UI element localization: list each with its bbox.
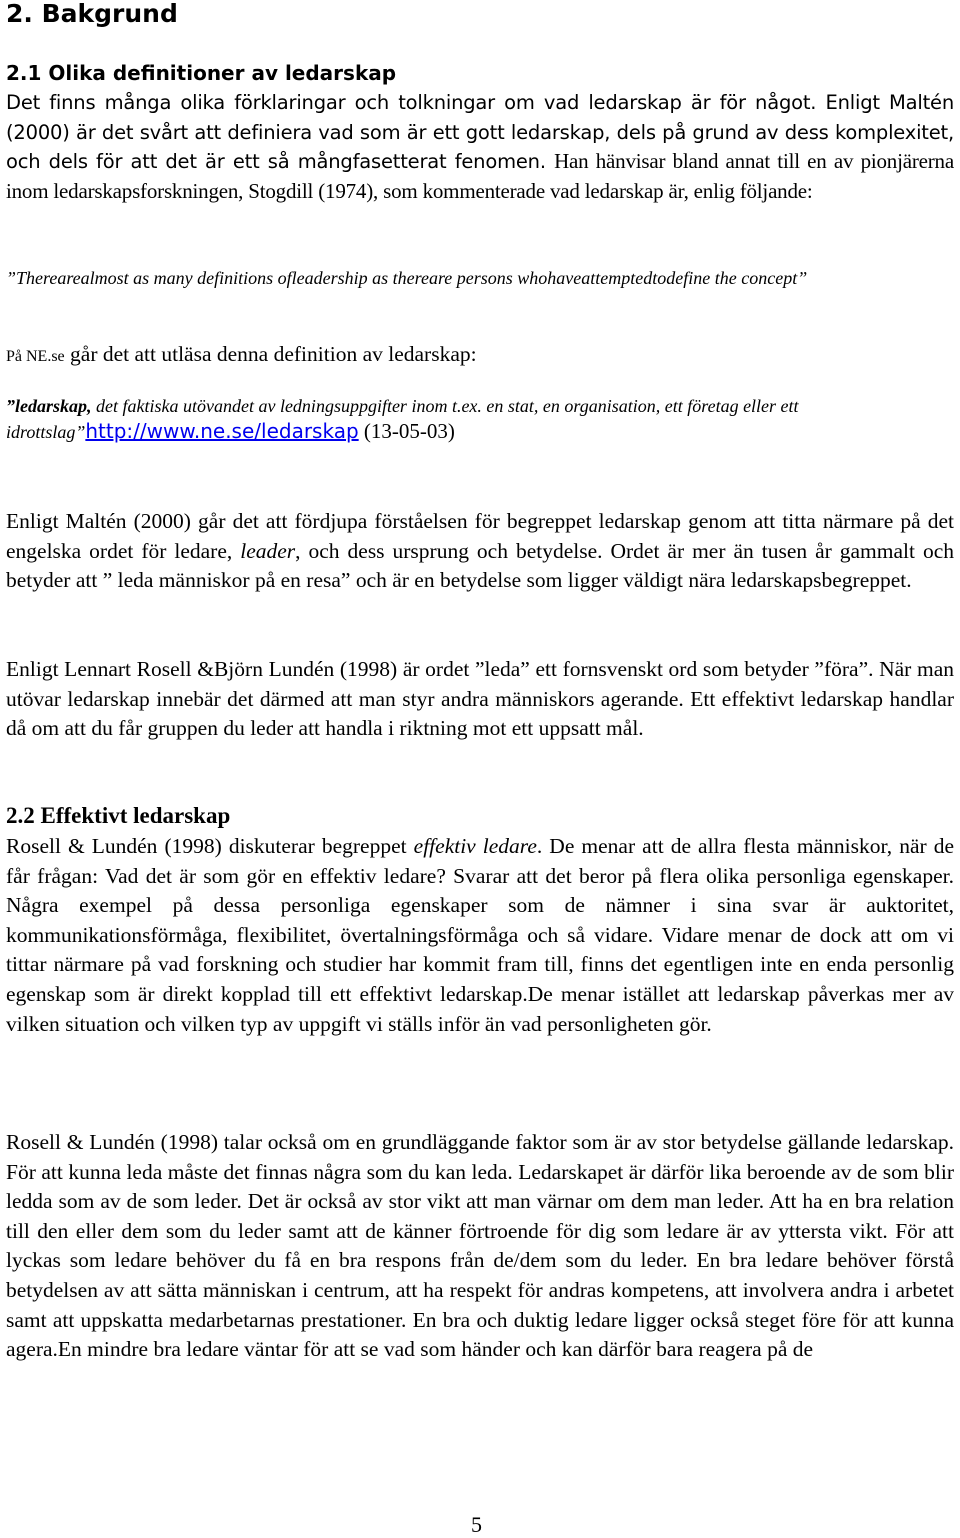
effektiv-paragraph-1 — [6, 832, 954, 1039]
intro-paragraph — [6, 88, 954, 206]
page-number: 5 — [471, 1512, 482, 1537]
intro-text-2: Han hänvisar bland annat till en av pionjärerna inom ledarskapsforskningen, Stogdill (1974), som kommenterade vad ledarskap är, enlig följande: — [6, 149, 954, 203]
malten-block — [6, 507, 954, 596]
effektiv-ledare-term: effektiv ledare — [413, 834, 537, 858]
ne-intro-block — [6, 340, 954, 372]
effektiv-text-a: Rosell & Lundén (1998) diskuterar begreppet — [6, 834, 414, 858]
ne-prefix: På NE.se — [6, 348, 65, 365]
ne-text: går det att utläsa denna definition av ledarskap: — [64, 342, 477, 366]
chapter-heading: 2. Bakgrund — [6, 0, 178, 28]
effektiv-text-b: . De menar att de allra flesta människor, när de får frågan: Vad det är som gör en effektiv ledare? Svarar att det beror på flera olika personliga egenskaper. Några exempel på dessa personliga egenskaper som de nämner i sina svar är auktoritet, kommunikationsförmåga, flexibilitet, övertalningsförmåga och så vidare. Vidare menar de dock att om vi tittar närmare på vad forskning och studier har kommit fram till, finns det egentligen inte en enda personlig egenskap som är direkt kopplad till ett effektivt ledarskap.De menar istället att ledarskap påverkas mer av vilken situation och vilken typ av uppgift vi ställs inför än vad personligheten gör. — [6, 834, 954, 1036]
definition-block — [6, 394, 954, 445]
section-2-2-heading: 2.2 Effektivt ledarskap — [6, 803, 231, 828]
definition-text: det faktiska utövandet av ledningsuppgifter inom t.ex. en stat, en organisation, ett företag eller ett idrottslag” — [6, 396, 799, 442]
ne-intro-paragraph — [6, 340, 954, 372]
ne-definition — [6, 394, 954, 445]
quote-block — [6, 266, 954, 291]
rosell-paragraph: Enligt Lennart Rosell &Björn Lundén (1998) är ordet ”leda” ett fornsvenskt ord som betyder ”föra”. När man utövar ledarskap innebär det därmed att man styr andra människors agerande. Ett effektivt ledarskap handlar då om att du får gruppen du leder att handla i riktning mot ett uppsatt mål. — [6, 657, 954, 741]
stogdill-quote: ”Therearealmost as many definitions ofleadership as thereare persons whohaveattemptedtodefine the concept” — [6, 268, 808, 288]
malten-text-b: , och dess ursprung och betydelse. Ordet är mer än tusen år gammalt och betyder att ” leda människor på en resa” och är en betydelse som ligger väldigt nära ledarskapsbegreppet. — [6, 538, 954, 593]
malten-leader-term: leader — [240, 538, 296, 563]
section-2-1 — [6, 60, 954, 86]
rosell-block — [6, 655, 954, 744]
effektiv-block — [6, 832, 954, 1039]
section-2-2 — [6, 803, 954, 829]
section-2-1-heading: 2.1 Olika definitioner av ledarskap — [6, 61, 397, 85]
intro-block — [6, 88, 954, 206]
ne-ledarskap-link[interactable]: http://www.ne.se/ledarskap — [85, 419, 359, 443]
malten-text-a: Enligt Maltén (2000) går det att fördjupa förståelsen för begreppet ledarskap genom att titta närmare på det engelska ordet för ledare, — [6, 509, 954, 563]
link-date: (13-05-03) — [358, 419, 455, 443]
definition-term: ”ledarskap, — [6, 396, 92, 416]
effektiv-block-2 — [6, 1128, 954, 1365]
malten-paragraph — [6, 507, 954, 596]
effektiv-paragraph-2: Rosell & Lundén (1998) talar också om en grundläggande faktor som är av stor betydelse gällande ledarskap. För att kunna leda måste det finnas några som du kan leda. Ledarskapet är därför lika beroende av de som blir ledda som av de som leder. Det är också av stor vikt att man värnar om dem man leder. Att ha en bra relation till den eller dem som du leder samt att de känner förtroende för dig som ledare är av yttersta vikt. För att lyckas som ledare behöver du få en bra respons från de/dem som du leder. En bra ledare behöver förstå betydelsen av att sätta människan i centrum, att ha respekt för andras kompetens, att involvera andra i arbetet samt att uppskatta medarbetarnas prestationer. En bra och duktig ledare ligger också steget före för att kunna agera.En mindre bra ledare väntar för att se vad som händer och kan därför bara reagera på de — [6, 1130, 954, 1362]
intro-text-1: Det finns många olika förklaringar och tolkningar om vad ledarskap är för något. Enligt Maltén (2000) är det svårt att definiera vad som är ett gott ledarskap, dels på grund av dess komplexitet, och dels för att det är ett så mångfasetterat fenomen. — [6, 91, 954, 173]
